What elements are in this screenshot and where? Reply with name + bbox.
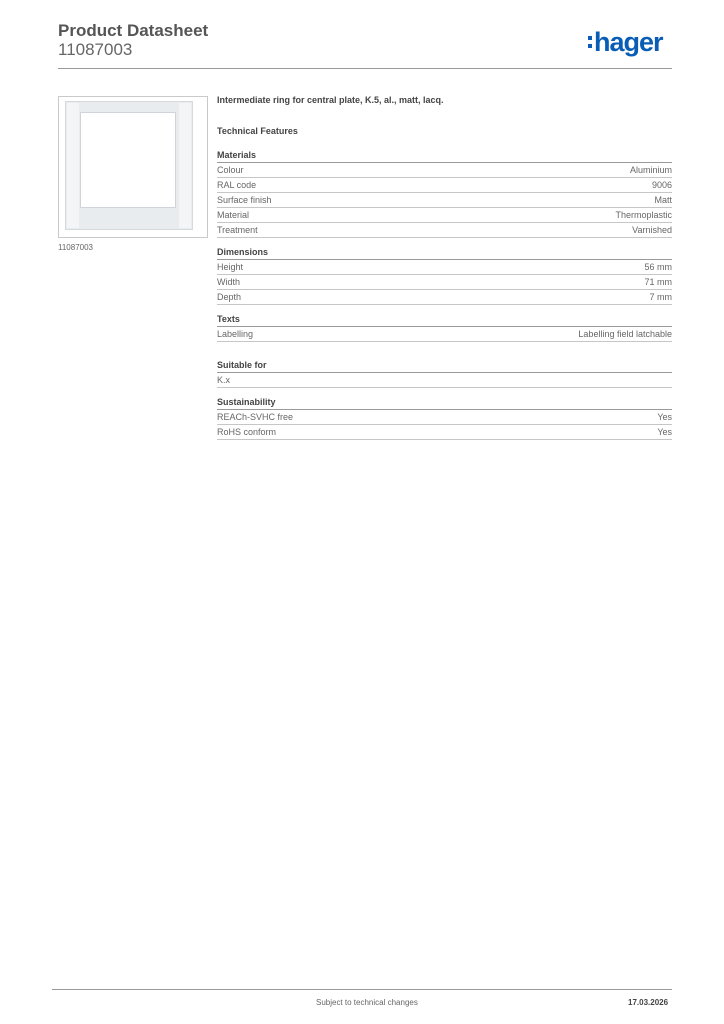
spec-label: Colour [217,165,244,175]
spec-label: Treatment [217,225,258,235]
section-title: Dimensions [217,247,672,260]
product-description: Intermediate ring for central plate, K.5, al., matt, lacq. [217,95,444,105]
header-divider [58,68,672,69]
image-caption: 11087003 [58,243,93,252]
spec-label: Material [217,210,250,220]
spec-label: Labelling [217,329,254,339]
intermediate-ring-image [65,101,193,230]
spec-label: RAL code [217,180,257,190]
spec-section [217,397,672,440]
ring-right-edge [179,103,191,228]
spec-row [217,223,672,238]
footer-date: 17.03.2026 [628,998,669,1007]
spec-value: 56 mm [644,262,672,272]
spec-value: Varnished [632,225,672,235]
spec-row [217,327,672,342]
spec-label: Width [217,277,241,287]
product-image [58,96,208,238]
spec-row [217,260,672,275]
spec-content [217,95,672,449]
spec-section [217,247,672,305]
section-title: Suitable for [217,360,672,373]
spec-row [217,178,672,193]
spec-row [217,410,672,425]
spec-value: Labelling field latchable [578,329,672,339]
page-title: Product Datasheet [58,21,209,40]
section-title: Materials [217,150,672,163]
spec-section [217,360,672,388]
spec-row [217,163,672,178]
ring-opening [80,112,176,208]
section-title: Texts [217,314,672,327]
spec-value: 9006 [651,180,672,190]
spec-value: Aluminium [629,165,672,175]
spec-row [217,373,672,388]
spec-value: Thermoplastic [615,210,672,220]
footer-divider [52,989,672,990]
technical-features-title: Technical Features [217,126,298,136]
spec-section [217,314,672,342]
spec-label: REACh-SVHC free [217,412,294,422]
spec-label: Surface finish [217,195,272,205]
footer-note: Subject to technical changes [316,998,418,1007]
spec-value: Matt [654,195,672,205]
spec-row [217,193,672,208]
spec-label: K.x [217,375,231,385]
spec-row [217,208,672,223]
spec-value: Yes [657,427,672,437]
spec-row [217,275,672,290]
spec-value: Yes [657,412,672,422]
spec-row [217,425,672,440]
spec-value: 7 mm [649,292,672,302]
spec-sections [217,150,672,440]
spec-label: Depth [217,292,242,302]
logo-dots-icon [588,36,592,48]
spec-row [217,290,672,305]
ring-left-edge [67,103,79,228]
hager-logo[interactable] [588,26,678,58]
product-number: 11087003 [58,40,133,59]
logo-text: hager [594,26,663,57]
section-title: Sustainability [217,397,672,410]
spec-value: 71 mm [644,277,672,287]
spec-label: RoHS conform [217,427,277,437]
spec-label: Height [217,262,244,272]
spec-section [217,150,672,238]
